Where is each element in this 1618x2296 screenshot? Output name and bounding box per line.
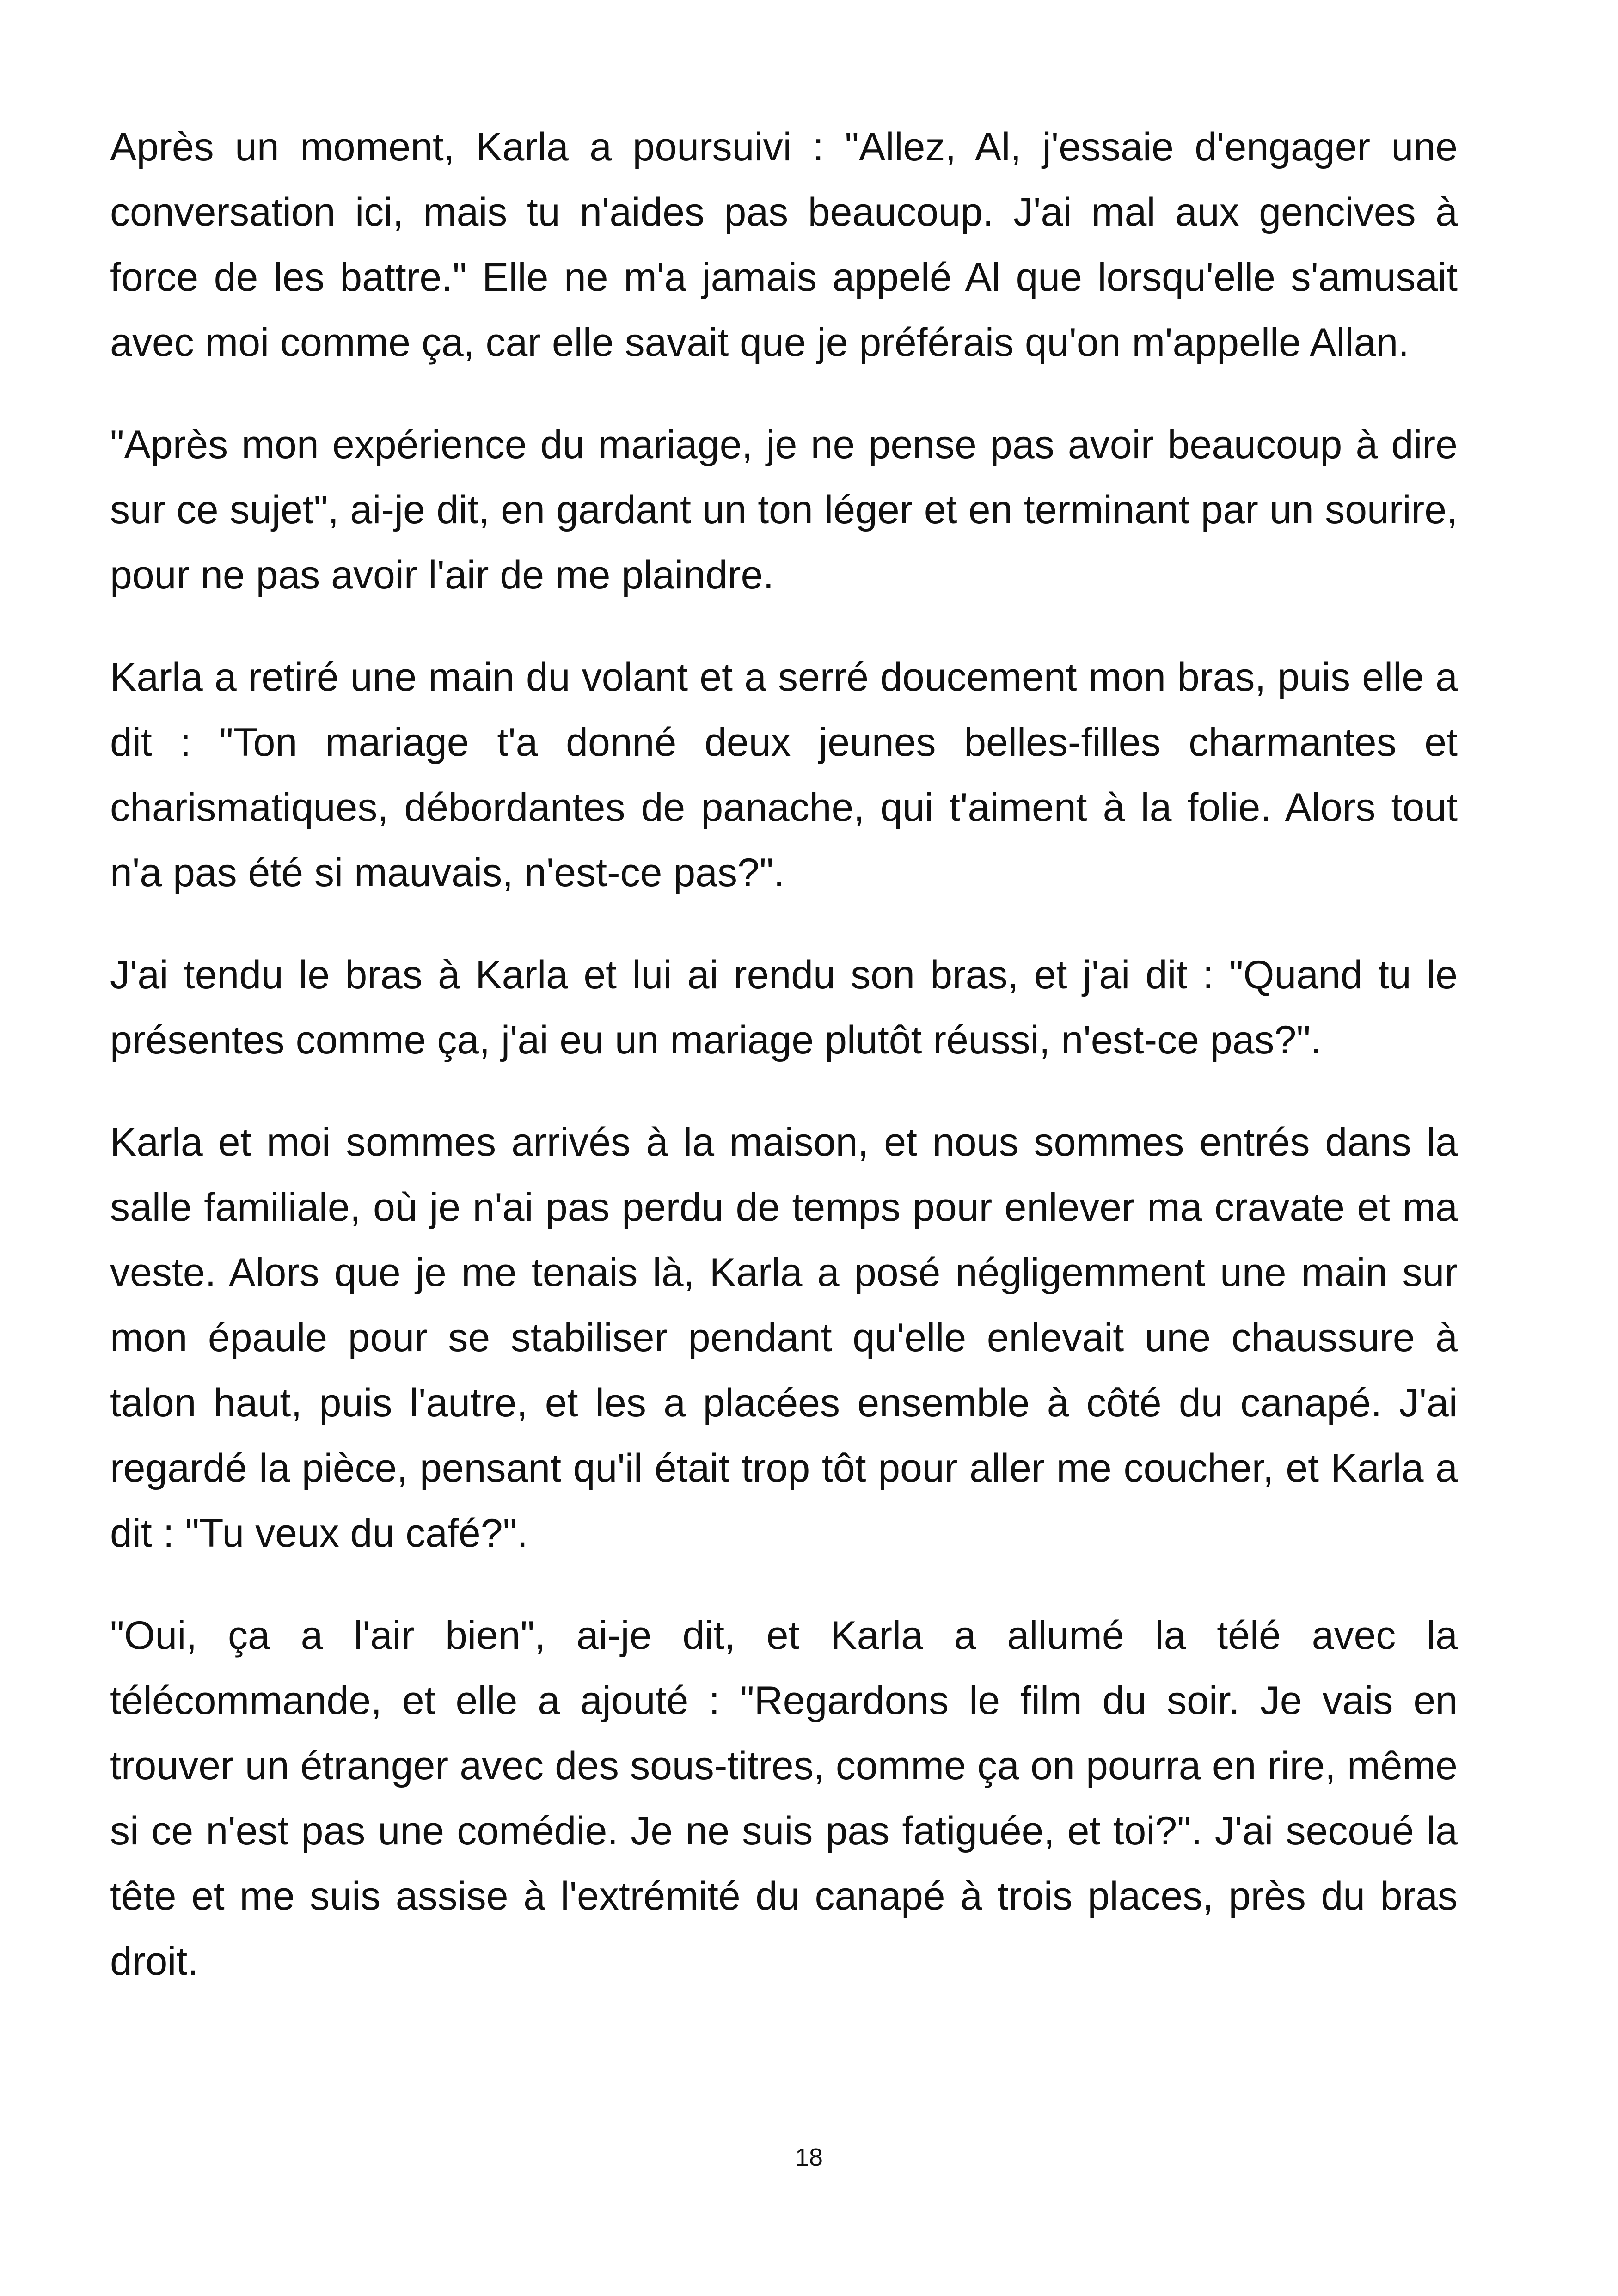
page-number: 18: [795, 2143, 823, 2171]
paragraph-4: J'ai tendu le bras à Karla et lui ai rendu son bras, et j'ai dit : "Quand tu le présentes comme ça, j'ai eu un mariage plutôt réussi, n'est-ce pas?".: [110, 953, 1458, 1062]
paragraph-2: "Après mon expérience du mariage, je ne pense pas avoir beaucoup à dire sur ce sujet", ai-je dit, en gardant un ton léger et en terminant par un sourire, pour ne pas avoir l'air de me plaindre.: [110, 422, 1458, 597]
paragraph-5: Karla et moi sommes arrivés à la maison, et nous sommes entrés dans la salle familiale, où je n'ai pas perdu de temps pour enlever ma cravate et ma veste. Alors que je me tenais là, Karla a posé négligemment une main sur mon épaule pour se stabiliser pendant qu'elle enlevait une chaussure à talon haut, puis l'autre, et les a placées ensemble à côté du canapé. J'ai regardé la pièce, pensant qu'il était trop tôt pour aller me coucher, et Karla a dit : "Tu veux du café?".: [110, 1120, 1458, 1555]
body-text: [110, 115, 1458, 1994]
paragraph-6: "Oui, ça a l'air bien", ai-je dit, et Karla a allumé la télé avec la télécommande, et elle a ajouté : "Regardons le film du soir. Je vais en trouver un étranger avec des sous-titres, comme ça on pourra en rire, même si ce n'est pas une comédie. Je ne suis pas fatiguée, et toi?". J'ai secoué la tête et me suis assise à l'extrémité du canapé à trois places, près du bras droit.: [110, 1613, 1458, 1984]
paragraph-3: Karla a retiré une main du volant et a serré doucement mon bras, puis elle a dit : "Ton mariage t'a donné deux jeunes belles-filles charmantes et charismatiques, débordantes de panache, qui t'aiment à la folie. Alors tout n'a pas été si mauvais, n'est-ce pas?".: [110, 655, 1458, 895]
paragraph-1: Après un moment, Karla a poursuivi : "Allez, Al, j'essaie d'engager une conversation ici, mais tu n'aides pas beaucoup. J'ai mal aux gencives à force de les battre." Elle ne m'a jamais appelé Al que lorsqu'elle s'amusait avec moi comme ça, car elle savait que je préférais qu'on m'appelle Allan.: [110, 125, 1458, 365]
